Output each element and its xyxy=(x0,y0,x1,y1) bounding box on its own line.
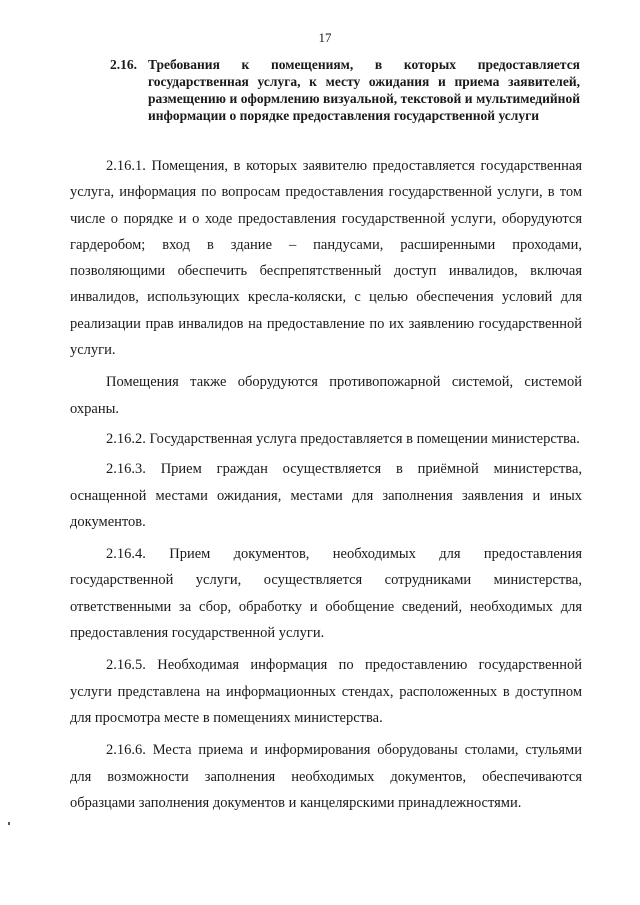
paragraph-2-16-2: 2.16.2. Государственная услуга предоставляется в помещении министерства. xyxy=(106,430,580,447)
paragraph-2-16-5: 2.16.5. Необходимая информация по предоставлению государственной услуги представлена на информационных стендах, расположенных в доступном для просмотра месте в помещениях министерства. xyxy=(70,657,582,726)
page-number: 17 xyxy=(318,30,332,45)
paragraph-2-16-6: 2.16.6. Места приема и информирования оборудованы столами, стульями для возможности заполнения необходимых документов, обеспечиваются образцами заполнения документов и канцелярскими принадлежностями. xyxy=(70,742,582,811)
document-body xyxy=(70,153,582,822)
paragraph-2-16-3: 2.16.3. Прием граждан осуществляется в приёмной министерства, оснащенной местами ожидания, местами для заполнения заявления и иных документов. xyxy=(70,461,582,530)
section-title: Требования к помещениям, в которых предоставляется государственная услуга, к месту ожидания и приема заявителей, размещению и оформлению визуальной, текстовой и мультимедийной информации о порядке предоставления государственной услуги xyxy=(148,57,580,123)
section-number: 2.16. xyxy=(110,57,137,72)
scan-artifact xyxy=(8,822,10,825)
paragraph-2-16-4: 2.16.4. Прием документов, необходимых для предоставления государственной услуги, осуществляется сотрудниками министерства, ответственными за сбор, обработку и обобщение сведений, необходимых для предоставления государственной услуги. xyxy=(70,546,582,642)
paragraph-2-16-1: 2.16.1. Помещения, в которых заявителю предоставляется государственная услуга, информация по вопросам предоставления государственной услуги, в том числе о порядке и о ходе предоставления государственной услуги, оборудуются гардеробом; вход в здание – пандусами, расширенными проходами, позволяющими обеспечить беспрепятственный доступ инвалидов, включая инвалидов, использующих кресла-коляски, с целью обеспечения условий для реализации прав инвалидов на предоставление по их заявлению государственной услуги. xyxy=(70,158,582,359)
section-heading xyxy=(110,56,580,124)
paragraph-fire-safety: Помещения также оборудуются противопожарной системой, системой охраны. xyxy=(70,374,582,417)
